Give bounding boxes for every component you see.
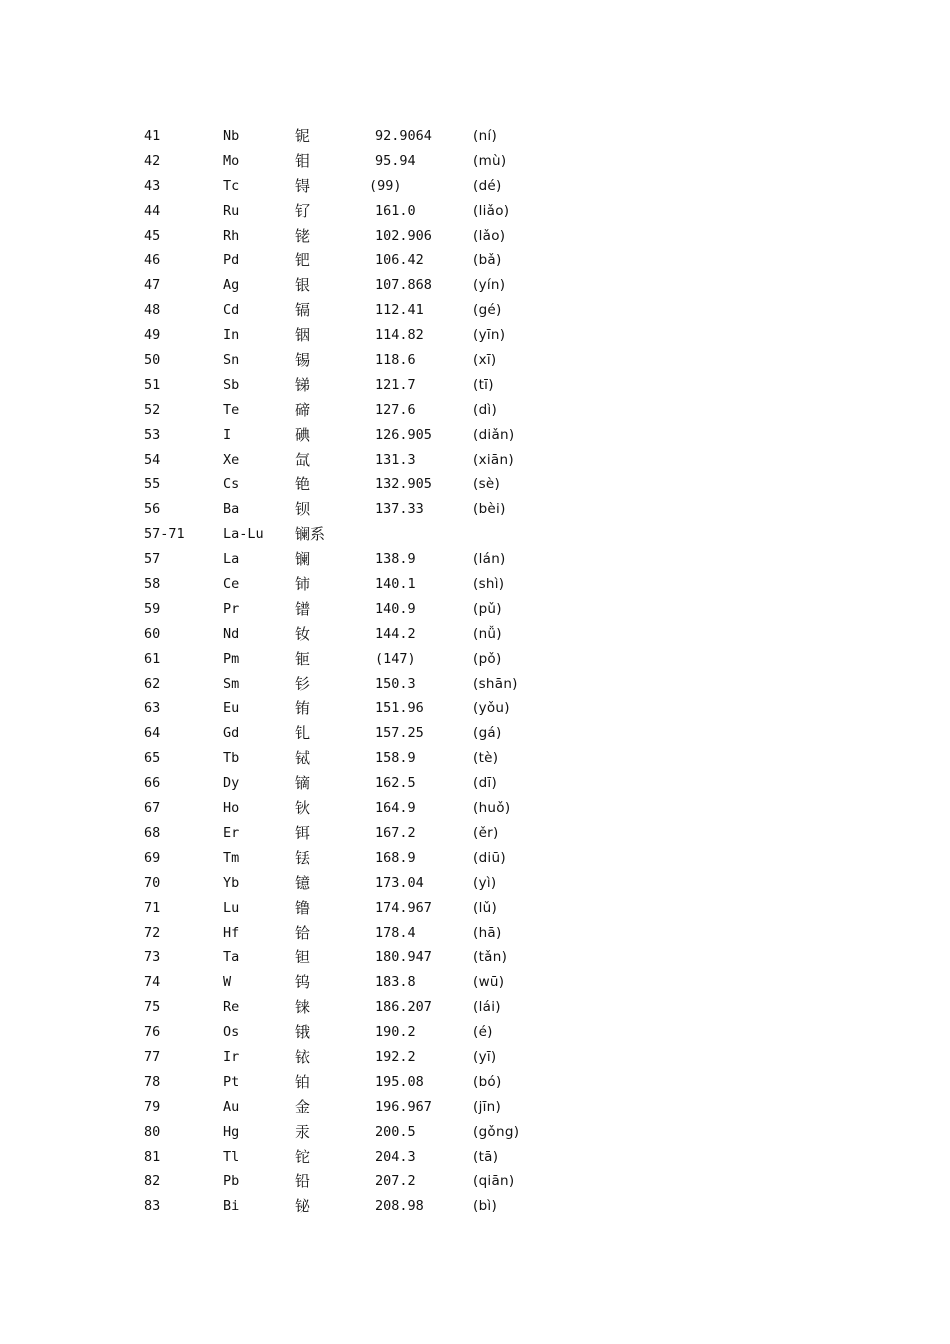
element-symbol: Hg — [223, 1123, 240, 1140]
element-pinyin: (wū) — [473, 974, 505, 991]
atomic-mass: 150.3 — [375, 675, 416, 692]
element-pinyin: (dì) — [473, 401, 498, 418]
element-symbol: Yb — [223, 874, 240, 891]
element-chinese-name: 铟 — [295, 326, 311, 345]
atomic-mass: 173.04 — [375, 874, 424, 891]
element-pinyin: (pǔ) — [473, 600, 502, 617]
atomic-number: 79 — [144, 1098, 161, 1115]
element-chinese-name: 铼 — [295, 998, 311, 1017]
element-pinyin: (tǎn) — [473, 949, 508, 966]
element-symbol: Bi — [223, 1198, 240, 1215]
atomic-mass: 137.33 — [375, 501, 424, 518]
atomic-mass: 127.6 — [375, 401, 416, 418]
table-row — [144, 672, 564, 697]
atomic-mass: 138.9 — [375, 551, 416, 568]
element-chinese-name: 钷 — [295, 649, 311, 668]
atomic-number: 74 — [144, 974, 161, 991]
table-row — [144, 821, 564, 846]
table-row — [144, 1169, 564, 1194]
atomic-number: 58 — [144, 576, 161, 593]
table-row — [144, 597, 564, 622]
element-pinyin: (huǒ) — [473, 800, 511, 817]
element-chinese-name: 镧系 — [295, 525, 326, 544]
atomic-mass: 132.905 — [375, 476, 432, 493]
element-chinese-name: 铽 — [295, 749, 311, 768]
element-table — [144, 124, 564, 1219]
element-pinyin: (ní) — [473, 128, 498, 144]
atomic-number: 54 — [144, 451, 161, 468]
element-symbol: Te — [223, 401, 240, 418]
atomic-number: 69 — [144, 849, 161, 866]
table-row — [144, 149, 564, 174]
atomic-mass: 180.947 — [375, 949, 432, 966]
element-pinyin: (bèi) — [473, 501, 506, 518]
element-symbol: Pm — [223, 650, 240, 667]
element-chinese-name: 碲 — [295, 400, 311, 419]
atomic-mass: 131.3 — [375, 451, 416, 468]
element-symbol: Re — [223, 999, 240, 1016]
element-chinese-name: 钌 — [295, 201, 311, 220]
atomic-mass: 157.25 — [375, 725, 424, 742]
table-row — [144, 1070, 564, 1095]
table-row — [144, 472, 564, 497]
element-chinese-name: 汞 — [295, 1122, 311, 1141]
atomic-number: 64 — [144, 725, 161, 742]
atomic-mass: 140.1 — [375, 576, 416, 593]
element-chinese-name: 锝 — [295, 176, 311, 195]
element-pinyin: (ěr) — [473, 824, 499, 841]
atomic-mass: 207.2 — [375, 1173, 416, 1190]
atomic-mass: 186.207 — [375, 999, 432, 1016]
element-chinese-name: 碘 — [295, 425, 311, 444]
element-chinese-name: 铑 — [295, 226, 311, 245]
element-symbol: W — [223, 974, 232, 991]
atomic-number: 49 — [144, 327, 161, 344]
atomic-number: 62 — [144, 675, 161, 692]
table-row — [144, 921, 564, 946]
atomic-number: 48 — [144, 302, 161, 319]
atomic-number: 47 — [144, 277, 161, 294]
element-pinyin: (bó) — [473, 1073, 502, 1090]
atomic-number: 80 — [144, 1123, 161, 1140]
element-symbol: Tl — [223, 1148, 240, 1165]
element-pinyin: (qiān) — [473, 1173, 515, 1190]
element-symbol: Rh — [223, 227, 240, 244]
atomic-mass: 112.41 — [375, 302, 424, 319]
atomic-mass: 190.2 — [375, 1024, 416, 1041]
element-chinese-name: 银 — [295, 276, 311, 295]
atomic-number: 72 — [144, 924, 161, 941]
table-row — [144, 871, 564, 896]
atomic-mass: (147) — [375, 650, 416, 667]
element-symbol: Eu — [223, 700, 240, 717]
element-chinese-name: 铯 — [295, 475, 311, 494]
element-pinyin: (lǔ) — [473, 899, 498, 916]
atomic-number: 44 — [144, 202, 161, 219]
element-pinyin: (gé) — [473, 302, 502, 319]
element-chinese-name: 钐 — [295, 674, 311, 693]
table-row — [144, 547, 564, 572]
element-pinyin: (jīn) — [473, 1098, 502, 1115]
table-row — [144, 248, 564, 273]
table-row — [144, 995, 564, 1020]
atomic-number: 63 — [144, 700, 161, 717]
element-chinese-name: 钽 — [295, 948, 311, 967]
element-pinyin: (yì) — [473, 874, 497, 891]
atomic-mass: 92.9064 — [375, 128, 432, 144]
atomic-number: 52 — [144, 401, 161, 418]
element-symbol: Hf — [223, 924, 240, 941]
atomic-number: 51 — [144, 376, 161, 393]
table-row — [144, 771, 564, 796]
atomic-number: 71 — [144, 899, 161, 916]
element-chinese-name: 铪 — [295, 923, 311, 942]
element-symbol: Sn — [223, 352, 240, 369]
element-chinese-name: 铋 — [295, 1197, 311, 1216]
element-symbol: Ag — [223, 277, 240, 294]
atomic-mass: 158.9 — [375, 750, 416, 767]
element-chinese-name: 铌 — [295, 127, 311, 145]
table-row — [144, 423, 564, 448]
table-row — [144, 298, 564, 323]
atomic-mass: (99) — [369, 177, 402, 194]
atomic-number: 57 — [144, 551, 161, 568]
atomic-mass: 174.967 — [375, 899, 432, 916]
element-chinese-name: 氙 — [295, 450, 311, 469]
table-row — [144, 1120, 564, 1145]
element-symbol: Gd — [223, 725, 240, 742]
table-row — [144, 721, 564, 746]
atomic-mass: 162.5 — [375, 775, 416, 792]
element-pinyin: (tī) — [473, 376, 494, 393]
element-chinese-name: 铈 — [295, 575, 311, 594]
atomic-number: 81 — [144, 1148, 161, 1165]
element-pinyin: (lán) — [473, 551, 506, 568]
atomic-mass: 183.8 — [375, 974, 416, 991]
element-symbol: In — [223, 327, 240, 344]
table-row — [144, 622, 564, 647]
atomic-number: 76 — [144, 1024, 161, 1041]
table-row — [144, 398, 564, 423]
element-symbol: Sb — [223, 376, 240, 393]
element-symbol: Cs — [223, 476, 240, 493]
element-chinese-name: 镧 — [295, 550, 311, 569]
element-symbol: Cd — [223, 302, 240, 319]
atomic-number: 68 — [144, 824, 161, 841]
atomic-mass: 118.6 — [375, 352, 416, 369]
element-pinyin: (tā) — [473, 1148, 499, 1165]
element-chinese-name: 镱 — [295, 873, 311, 892]
element-pinyin: (pǒ) — [473, 650, 502, 667]
atomic-number: 73 — [144, 949, 161, 966]
element-symbol: Ho — [223, 800, 240, 817]
element-symbol: I — [223, 426, 232, 443]
element-chinese-name: 铱 — [295, 1047, 311, 1066]
element-chinese-name: 金 — [295, 1097, 311, 1116]
element-chinese-name: 铒 — [295, 823, 311, 842]
element-chinese-name: 锑 — [295, 375, 311, 394]
table-row — [144, 846, 564, 871]
element-symbol: Lu — [223, 899, 240, 916]
element-chinese-name: 钡 — [295, 500, 311, 519]
table-row — [144, 522, 564, 547]
atomic-number: 41 — [144, 128, 161, 144]
element-chinese-name: 铕 — [295, 699, 311, 718]
element-chinese-name: 钼 — [295, 151, 311, 170]
atomic-number: 61 — [144, 650, 161, 667]
atomic-number: 77 — [144, 1048, 161, 1065]
atomic-mass: 200.5 — [375, 1123, 416, 1140]
table-row — [144, 1045, 564, 1070]
table-row — [144, 696, 564, 721]
atomic-number: 83 — [144, 1198, 161, 1215]
atomic-mass: 95.94 — [375, 152, 416, 169]
atomic-number: 75 — [144, 999, 161, 1016]
element-pinyin: (liǎo) — [473, 202, 510, 219]
element-symbol: Nd — [223, 625, 240, 642]
element-symbol: Sm — [223, 675, 240, 692]
table-row — [144, 896, 564, 921]
element-symbol: Pb — [223, 1173, 240, 1190]
atomic-mass: 204.3 — [375, 1148, 416, 1165]
element-pinyin: (mù) — [473, 152, 507, 169]
element-pinyin: (xī) — [473, 352, 497, 369]
element-pinyin: (xiān) — [473, 451, 514, 468]
element-pinyin: (hā) — [473, 924, 502, 941]
element-pinyin: (yīn) — [473, 327, 506, 344]
atomic-number: 82 — [144, 1173, 161, 1190]
element-pinyin: (shì) — [473, 576, 505, 593]
element-symbol: Mo — [223, 152, 240, 169]
element-symbol: La-Lu — [223, 526, 264, 543]
atomic-number: 50 — [144, 352, 161, 369]
atomic-mass: 151.96 — [375, 700, 424, 717]
element-symbol: Ru — [223, 202, 240, 219]
atomic-number: 60 — [144, 625, 161, 642]
atomic-mass: 121.7 — [375, 376, 416, 393]
atomic-mass: 161.0 — [375, 202, 416, 219]
element-pinyin: (gá) — [473, 725, 502, 742]
element-pinyin: (dé) — [473, 177, 502, 194]
atomic-number: 59 — [144, 600, 161, 617]
element-symbol: Tm — [223, 849, 240, 866]
table-row — [144, 224, 564, 249]
table-row — [144, 796, 564, 821]
atomic-number: 56 — [144, 501, 161, 518]
element-pinyin: (bǎ) — [473, 252, 502, 269]
atomic-number: 66 — [144, 775, 161, 792]
element-chinese-name: 铂 — [295, 1072, 311, 1091]
table-row — [144, 323, 564, 348]
element-symbol: Er — [223, 824, 240, 841]
element-symbol: Pr — [223, 600, 240, 617]
element-symbol: Xe — [223, 451, 240, 468]
element-pinyin: (diū) — [473, 849, 506, 866]
table-row — [144, 572, 564, 597]
atomic-number: 65 — [144, 750, 161, 767]
element-symbol: Ir — [223, 1048, 240, 1065]
element-chinese-name: 钯 — [295, 251, 311, 270]
atomic-mass: 107.868 — [375, 277, 432, 294]
atomic-number: 43 — [144, 177, 161, 194]
element-chinese-name: 钬 — [295, 799, 311, 818]
element-pinyin: (diǎn) — [473, 426, 515, 443]
element-chinese-name: 镉 — [295, 301, 311, 320]
atomic-mass: 167.2 — [375, 824, 416, 841]
atomic-number: 42 — [144, 152, 161, 169]
element-chinese-name: 锇 — [295, 1023, 311, 1042]
element-symbol: Ba — [223, 501, 240, 518]
atomic-mass: 140.9 — [375, 600, 416, 617]
table-row — [144, 174, 564, 199]
element-pinyin: (lǎo) — [473, 227, 506, 244]
table-row — [144, 273, 564, 298]
element-chinese-name: 锡 — [295, 351, 311, 370]
atomic-number: 57-71 — [144, 526, 185, 543]
atomic-mass: 196.967 — [375, 1098, 432, 1115]
table-row — [144, 647, 564, 672]
element-pinyin: (yín) — [473, 277, 506, 294]
element-pinyin: (bì) — [473, 1198, 498, 1215]
element-chinese-name: 铥 — [295, 848, 311, 867]
atomic-mass: 106.42 — [375, 252, 424, 269]
element-symbol: Os — [223, 1024, 240, 1041]
element-symbol: Ta — [223, 949, 240, 966]
element-symbol: Pd — [223, 252, 240, 269]
element-chinese-name: 镝 — [295, 774, 311, 793]
table-row — [144, 746, 564, 771]
element-symbol: La — [223, 551, 240, 568]
element-chinese-name: 铅 — [295, 1172, 311, 1191]
element-pinyin: (nǚ) — [473, 625, 502, 642]
element-pinyin: (sè) — [473, 476, 501, 493]
table-row — [144, 124, 564, 149]
atomic-mass: 102.906 — [375, 227, 432, 244]
table-row — [144, 448, 564, 473]
element-chinese-name: 钨 — [295, 973, 311, 992]
element-symbol: Tb — [223, 750, 240, 767]
element-chinese-name: 钆 — [295, 724, 311, 743]
element-chinese-name: 铊 — [295, 1147, 311, 1166]
atomic-number: 78 — [144, 1073, 161, 1090]
element-pinyin: (dī) — [473, 775, 498, 792]
atomic-mass: 164.9 — [375, 800, 416, 817]
element-pinyin: (lái) — [473, 999, 501, 1016]
table-row — [144, 348, 564, 373]
element-symbol: Tc — [223, 177, 240, 194]
element-pinyin: (shān) — [473, 675, 518, 692]
table-row — [144, 497, 564, 522]
element-symbol: Pt — [223, 1073, 240, 1090]
atomic-number: 55 — [144, 476, 161, 493]
atomic-mass: 126.905 — [375, 426, 432, 443]
atomic-mass: 144.2 — [375, 625, 416, 642]
atomic-number: 67 — [144, 800, 161, 817]
element-pinyin: (yī) — [473, 1048, 497, 1065]
element-pinyin: (yǒu) — [473, 700, 510, 717]
element-chinese-name: 镥 — [295, 898, 311, 917]
atomic-number: 70 — [144, 874, 161, 891]
element-chinese-name: 钕 — [295, 624, 311, 643]
atomic-mass: 192.2 — [375, 1048, 416, 1065]
atomic-mass: 208.98 — [375, 1198, 424, 1215]
element-chinese-name: 镨 — [295, 599, 311, 618]
table-row — [144, 970, 564, 995]
atomic-number: 46 — [144, 252, 161, 269]
table-row — [144, 1145, 564, 1170]
element-pinyin: (gǒng) — [473, 1123, 520, 1140]
atomic-number: 53 — [144, 426, 161, 443]
atomic-number: 45 — [144, 227, 161, 244]
element-pinyin: (é) — [473, 1024, 493, 1041]
table-row — [144, 1095, 564, 1120]
atomic-mass: 195.08 — [375, 1073, 424, 1090]
element-symbol: Nb — [223, 128, 240, 144]
table-row — [144, 199, 564, 224]
element-pinyin: (tè) — [473, 750, 499, 767]
element-symbol: Ce — [223, 576, 240, 593]
atomic-mass: 178.4 — [375, 924, 416, 941]
atomic-mass: 168.9 — [375, 849, 416, 866]
table-row — [144, 1020, 564, 1045]
element-symbol: Au — [223, 1098, 240, 1115]
atomic-mass: 114.82 — [375, 327, 424, 344]
table-row — [144, 373, 564, 398]
table-row — [144, 1194, 564, 1219]
table-row — [144, 945, 564, 970]
element-symbol: Dy — [223, 775, 240, 792]
